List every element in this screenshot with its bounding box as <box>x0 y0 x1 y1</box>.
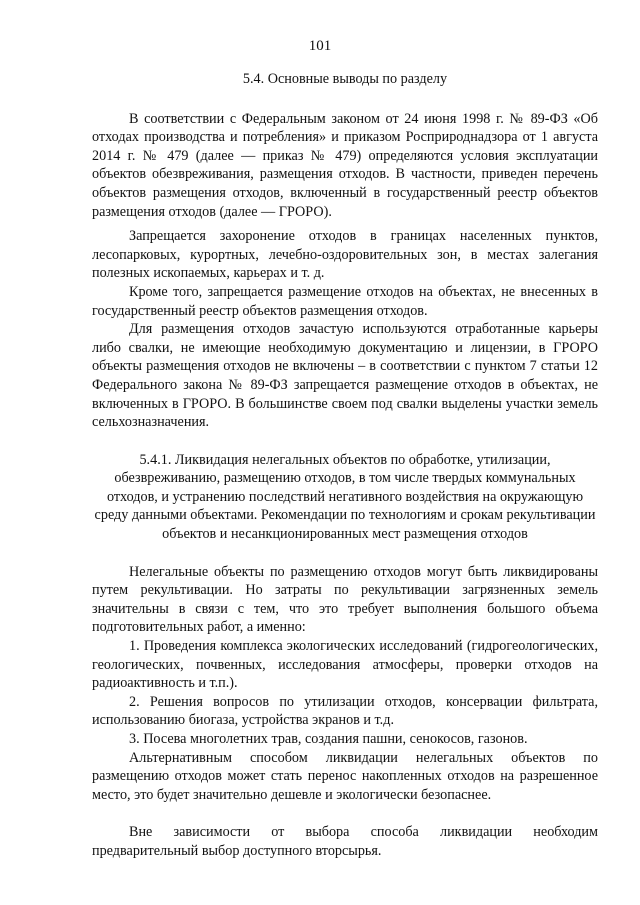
list-item: 1. Проведения комплекса экологических исследований (гидрогеологических, геологических, почвенных, исследования атмосферы, проверки отходов на радиоактивность и т.п.). <box>92 638 598 692</box>
page-number: 101 <box>308 38 332 54</box>
paragraph: Для размещения отходов зачастую используются отработанные карьеры либо свалки, не имеющие необходимую документацию и лицензии, в ГРОРО объекты размещения отходов не включены – в соответствии с пунктом 7 статьи 12 Федерального закона № 89-ФЗ запрещается размещение отходов в объектах, не включенных в ГРОРО. В большинстве своем под свалки выделены участки земель сельхозназначения. <box>92 321 598 431</box>
document-body <box>92 70 598 861</box>
subsection-title: 5.4.1. Ликвидация нелегальных объектов по обработке, утилизации, обезвреживанию, размещению отходов, в том числе твердых коммунальных отходов, и устранению последствий негативного воздействия на окружающую среду данными объектами. Рекомендации по технологиям и срокам рекультивации объектов и несанкционированных мест размещения отходов <box>94 451 596 543</box>
paragraph: Альтернативным способом ликвидации нелегальных объектов по размещению отходов может стать перенос накопленных отходов на разрешенное место, это будет значительно дешевле и экологически безопаснее. <box>92 749 598 803</box>
list-item: 2. Решения вопросов по утилизации отходов, консервации фильтрата, использованию биогаза, устройства экранов и т.д. <box>92 693 598 729</box>
section-title: 5.4. Основные выводы по разделу <box>242 71 448 87</box>
list-item: 3. Посева многолетних трав, создания пашни, сенокосов, газонов. <box>129 731 528 747</box>
paragraph: Запрещается захоронение отходов в границах населенных пунктов, лесопарковых, курортных, лечебно-оздоровительных зон, в местах залегания полезных ископаемых, карьерах и т. д. <box>92 228 598 282</box>
paragraph: Вне зависимости от выбора способа ликвидации необходим предварительный выбор доступного вторсырья. <box>92 824 598 859</box>
paragraph: Кроме того, запрещается размещение отходов на объектах, не внесенных в государственный реестр объектов размещения отходов. <box>92 283 598 319</box>
paragraph: Нелегальные объекты по размещению отходов могут быть ликвидированы путем рекультивации. Но затраты по рекультивации загрязненных земель значительны в связи с тем, что это требует выполнения большого объема подготовительных работ, а именно: <box>92 563 598 636</box>
paragraph: В соответствии с Федеральным законом от 24 июня 1998 г. № 89-ФЗ «Об отходах производства и потребления» и приказом Росприроднадзора от 1 августа 2014 г. № 479 (далее — приказ № 479) определяются условия эксплуатации объектов обезвреживания, размещения отходов. В частности, приведен перечень объектов размещения отходов, включенный в государственный реестр объектов размещения отходов (далее — ГРОРО). <box>92 110 598 220</box>
